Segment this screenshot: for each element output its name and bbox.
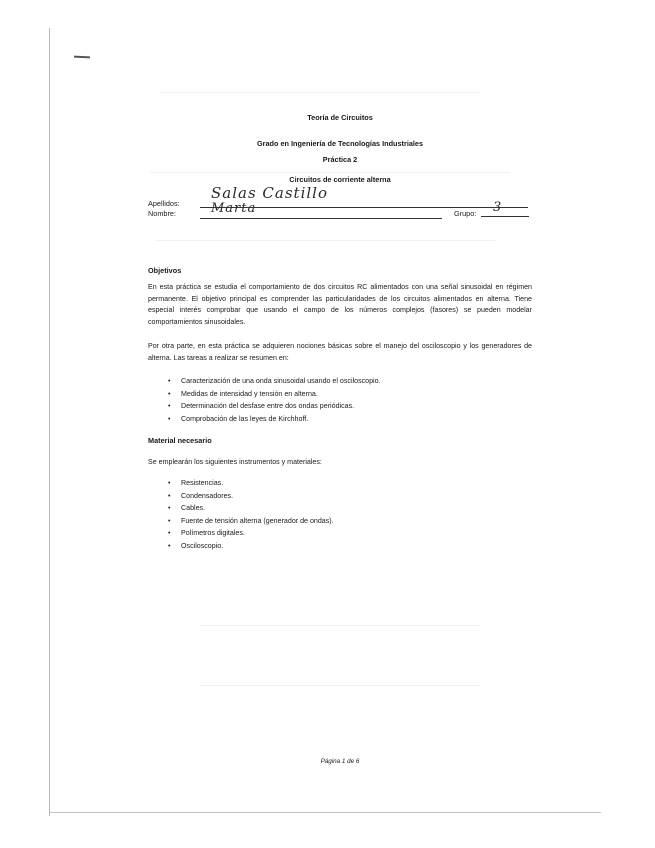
group-handwritten: 3 — [493, 200, 503, 215]
list-item: • Osciloscopio. — [148, 540, 532, 553]
list-item: • Medidas de intensidad y tensión en alterna. — [148, 388, 532, 401]
group-label: Grupo: — [454, 209, 477, 218]
scan-mark — [74, 56, 90, 59]
objetivos-paragraph-2: Por otra parte, en esta práctica se adquieren nociones básicas sobre el manejo del osciloscopio y los generadores de alterna. Las tareas a realizar se resumen en: — [148, 342, 532, 362]
name-underline — [200, 218, 442, 219]
objetivos-paragraph-1: En esta práctica se estudia el comportamiento de dos circuitos RC alimentados con una señal sinusoidal en régimen permanente. El objetivo principal es comprender las particularidades de los circuitos alimentados en alterna. Tiene especial interés comprobar que usando el campo de los números complejos (fasores) se pueden modelar comportamientos sinusoidales. — [148, 283, 532, 326]
course-title: Teoría de Circuitos — [307, 113, 373, 122]
surname-label: Apellidos: — [148, 199, 180, 208]
group-underline — [481, 216, 529, 217]
practice-title: Práctica 2 — [322, 155, 358, 164]
bleed-through-line — [200, 625, 480, 626]
material-intro: Se emplearán los siguientes instrumentos y materiales: — [148, 458, 322, 466]
surname-handwritten: Salas Castillo — [211, 184, 328, 202]
material-list — [148, 477, 532, 553]
objetivos-heading: Objetivos — [148, 266, 182, 275]
list-item: • Comprobación de las leyes de Kirchhoff. — [148, 413, 532, 426]
material-heading: Material necesario — [148, 436, 212, 445]
degree-title: Grado en Ingeniería de Tecnologías Industriales — [256, 139, 424, 148]
bleed-through-line — [160, 92, 480, 93]
scan-edge-bottom — [49, 812, 601, 813]
bleed-through-line — [155, 240, 495, 241]
bleed-through-line — [150, 172, 510, 173]
name-label: Nombre: — [148, 209, 176, 218]
task-list — [148, 375, 532, 425]
list-item: • Determinación del desfase entre dos ondas periódicas. — [148, 400, 532, 413]
list-item: • Caracterización de una onda sinusoidal usando el osciloscopio. — [148, 375, 532, 388]
page-number: Página 1 de 6 — [320, 758, 360, 765]
bleed-through-line — [200, 685, 480, 686]
list-item: • Resistencias. — [148, 477, 532, 490]
scan-edge-left — [49, 28, 50, 816]
list-item: • Polímetros digitales. — [148, 527, 532, 540]
name-handwritten: Marta — [211, 201, 257, 216]
list-item: • Cables. — [148, 502, 532, 515]
list-item: • Condensadores. — [148, 490, 532, 503]
list-item: • Fuente de tensión alterna (generador de ondas). — [148, 515, 532, 528]
practice-subtitle: Circuitos de corriente alterna — [289, 175, 391, 184]
